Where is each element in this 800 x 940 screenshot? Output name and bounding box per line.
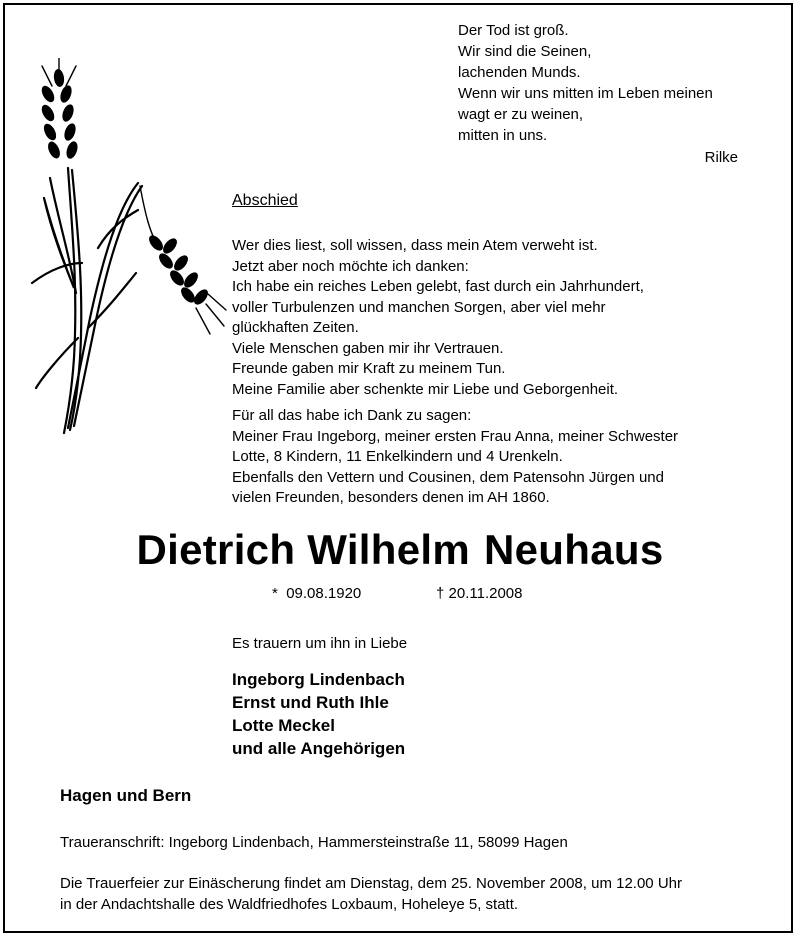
birth-date xyxy=(272,585,361,602)
place-label: Hagen und Bern xyxy=(60,786,192,805)
text-line: Ich habe ein reiches Leben gelebt, fast durch ein Jahrhundert, xyxy=(232,278,644,295)
poem-line: mitten in uns. xyxy=(458,127,548,144)
poem-line: wagt er zu weinen, xyxy=(458,106,584,123)
farewell-title: Abschied xyxy=(232,192,298,209)
poem xyxy=(458,20,738,168)
mourner-name: Lotte Meckel xyxy=(232,716,335,735)
poem-line: lachenden Munds. xyxy=(458,64,581,81)
text-line: Lotte, 8 Kindern, 11 Enkelkindern und 4 Urenkeln. xyxy=(232,448,563,465)
poem-line: Wenn wir uns mitten im Leben meinen xyxy=(458,85,713,102)
deceased-first-names: Dietrich Wilhelm xyxy=(136,526,470,573)
thanks-paragraph xyxy=(232,406,752,509)
wheat-icon xyxy=(28,58,228,438)
mourner-name: und alle Angehörigen xyxy=(232,739,406,758)
birth-date-value: 09.08.1920 xyxy=(286,585,362,602)
poem-line: Der Tod ist groß. xyxy=(458,22,569,39)
text-line: Jetzt aber noch möchte ich danken: xyxy=(232,257,469,275)
mourner-name: Ernst und Ruth Ihle xyxy=(232,693,389,712)
service-info xyxy=(60,874,682,915)
deceased-surname: Neuhaus xyxy=(484,526,664,573)
birth-symbol: * xyxy=(272,585,278,602)
farewell-paragraph xyxy=(232,236,752,400)
mourning-address: Traueranschrift: Ingeborg Lindenbach, Hammersteinstraße 11, 58099 Hagen xyxy=(60,834,568,851)
mourning-intro: Es trauern um ihn in Liebe xyxy=(232,635,408,652)
deceased-name xyxy=(0,526,800,574)
text-line: Ebenfalls den Vettern und Cousinen, dem Patensohn Jürgen und xyxy=(232,468,664,486)
poem-author: Rilke xyxy=(704,149,738,166)
text-line: Meine Familie aber schenkte mir Liebe und Geborgenheit. xyxy=(232,380,619,398)
text-line: voller Turbulenzen und manchen Sorgen, aber viel mehr xyxy=(232,298,606,316)
text-line: Die Trauerfeier zur Einäscherung findet am Dienstag, dem 25. November 2008, um 12.00 Uhr xyxy=(60,875,682,892)
text-line: Freunde gaben mir Kraft zu meinem Tun. xyxy=(232,360,506,377)
death-date-value: 20.11.2008 xyxy=(448,585,523,602)
poem-line: Wir sind die Seinen, xyxy=(458,43,592,60)
mourners-list xyxy=(232,668,405,760)
text-line: vielen Freunden, besonders denen im AH 1860. xyxy=(232,489,550,506)
text-line: glückhaften Zeiten. xyxy=(232,319,359,336)
text-line: Meiner Frau Ingeborg, meiner ersten Frau Anna, meiner Schwester xyxy=(232,427,679,445)
text-line: in der Andachtshalle des Waldfriedhofes Loxbaum, Hoheleye 5, statt. xyxy=(60,895,519,913)
text-line: Viele Menschen gaben mir ihr Vertrauen. xyxy=(232,339,504,357)
death-date xyxy=(436,585,522,602)
text-line: Für all das habe ich Dank zu sagen: xyxy=(232,407,472,424)
death-symbol: † xyxy=(436,585,445,602)
mourner-name: Ingeborg Lindenbach xyxy=(232,670,405,689)
text-line: Wer dies liest, soll wissen, dass mein Atem verweht ist. xyxy=(232,237,598,254)
